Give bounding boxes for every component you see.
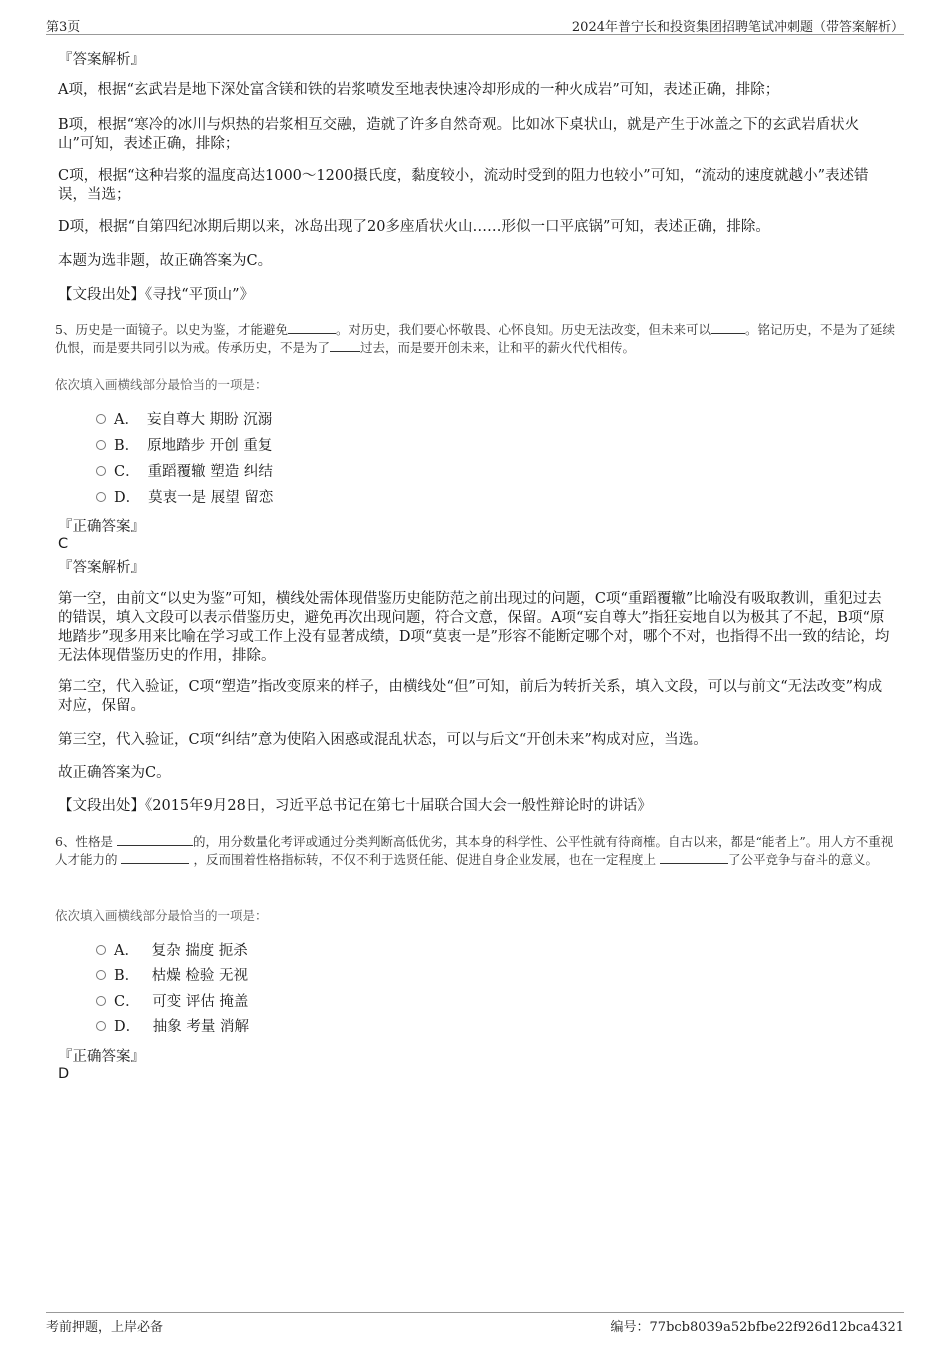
q4-analysis-c: C项，根据“这种岩浆的温度高达1000～1200摄氏度，黏度较小，流动时受到的阻力也较小”可知，“流动的速度就越小”表述错误，当选； [58,168,869,203]
q5-analysis-1: 第一空，由前文“以史为鉴”可知，横线处需体现借鉴历史能防范之前出现过的问题，C项“重蹈覆辙”比喻没有吸取教训，重犯过去的错误，填入文段可以表示借鉴历史，避免再次出现问题，符合文意，保留。A项“妄自尊大”指狂妄地自以为极其了不起，B项“原地踏步”现多用来比喻在学习或工作上没有显著成绩，D项“莫衷一是”形容不能断定哪个对，哪个不对，也指得不出一致的结论，均无法体现借鉴历史的作用，排除。 [58,591,890,664]
q6-blank-1 [117,833,193,846]
q6-blank-3 [660,851,728,864]
q6-prompt: 依次填入画横线部分最恰当的一项是： [55,908,268,923]
q6-blank-2 [121,851,189,864]
q4-analysis-d: D项，根据“自第四纪冰期后期以来，冰岛出现了20多座盾状火山……形似一口平底锅”可知，表述正确，排除。 [58,219,770,235]
q4-source: 【文段出处】《寻找“平顶山”》 [58,287,255,303]
q4-analysis-b: B项，根据“寒冷的冰川与炽热的岩浆相互交融，造就了许多自然奇观。比如冰下桌状山，就是产生于冰盖之下的玄武岩盾状火山”可知，表述正确，排除； [58,117,860,152]
page-footer [46,1312,904,1333]
radio-icon[interactable] [96,1021,106,1031]
q6-correct-answer: D [58,1066,70,1082]
document-title: 2024年普宁长和投资集团招聘笔试冲刺题（带答案解析） [571,20,904,35]
q5-analysis-label: 『答案解析』 [58,560,145,576]
page-header [46,14,904,35]
radio-icon[interactable] [96,466,106,476]
q5-option-d[interactable]: D． 莫衷一是 展望 留恋 [96,488,273,508]
q5-conclusion: 故正确答案为C。 [58,765,171,781]
q5-correct-answer: C [58,536,69,552]
q5-option-b[interactable]: B． 原地踏步 开创 重复 [96,436,272,456]
q4-analysis-label: 『答案解析』 [58,52,145,68]
radio-icon[interactable] [96,414,106,424]
q5-question: 5、历史是一面镜子。以史为鉴，才能避免 。对历史，我们要心怀敬畏、心怀良知。历史无法改变，但未来可以 。铭记历史，不是为了延续仇恨，而是要共同引以为戒。传承历史，不是为了 过去，而是要开创未来，让和平的薪火代代相传。 [55,322,895,355]
q5-option-c[interactable]: C． 重蹈覆辙 塑造 纠结 [96,462,273,482]
q5-blank-2 [711,321,745,334]
page-number: 第3页 [46,20,81,35]
radio-icon[interactable] [96,492,106,502]
q4-analysis-a: A项，根据“玄武岩是地下深处富含镁和铁的岩浆喷发至地表快速冷却形成的一种火成岩”可知，表述正确，排除； [58,82,780,98]
q6-option-a[interactable]: A． 复杂 揣度 扼杀 [96,941,248,961]
q6-option-c[interactable]: C． 可变 评估 掩盖 [96,992,248,1012]
footer-slogan: 考前押题，上岸必备 [46,1320,164,1335]
q5-analysis-2: 第二空，代入验证，C项“塑造”指改变原来的样子，由横线处“但”可知，前后为转折关系，填入文段，可以与前文“无法改变”构成对应，保留。 [58,679,883,714]
q5-source: 【文段出处】《2015年9月28日，习近平总书记在第七十届联合国大会一般性辩论时的讲话》 [58,798,652,814]
q4-conclusion: 本题为选非题，故正确答案为C。 [58,253,273,269]
q5-analysis-3: 第三空，代入验证，C项“纠结”意为使陷入困惑或混乱状态，可以与后文“开创未来”构成对应，当选。 [58,732,708,748]
q6-question: 6、性格是 的，用分数量化考评或通过分类判断高低优劣，其本身的科学性、公平性就有待商榷。自古以来，都是“能者上”。用人方不重视人才能力的 ，反而围着性格指标转，不仅不利于选贤任能、促进自身企业发展，也在一定程度上 了公平竞争与奋斗的意义。 [55,834,894,867]
q6-correct-label: 『正确答案』 [58,1049,145,1065]
radio-icon[interactable] [96,970,106,980]
radio-icon[interactable] [96,440,106,450]
q6-option-d[interactable]: D． 抽象 考量 消解 [96,1017,249,1037]
q5-blank-3 [330,339,360,352]
q6-option-b[interactable]: B． 枯燥 检验 无视 [96,966,248,986]
q5-prompt: 依次填入画横线部分最恰当的一项是： [55,377,268,392]
q5-number: 5、 [55,322,76,337]
document-id: 编号：77bcb8039a52bfbe22f926d12bca4321 [610,1320,904,1335]
q6-number: 6、 [55,834,76,849]
radio-icon[interactable] [96,996,106,1006]
q5-blank-1 [288,321,336,334]
q5-correct-label: 『正确答案』 [58,519,145,535]
q5-option-a[interactable]: A． 妄自尊大 期盼 沉溺 [96,410,272,430]
radio-icon[interactable] [96,945,106,955]
